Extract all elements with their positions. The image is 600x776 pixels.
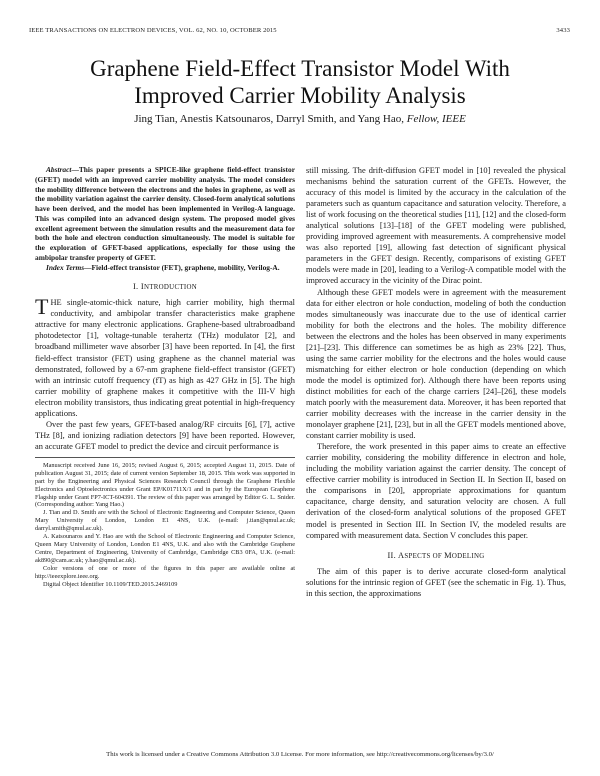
license-footer: This work is licensed under a Creative Commons Attribution 3.0 License. For more information, see http://creativecommons.org/licenses/by/3.0/	[106, 751, 494, 758]
author-fellow: Fellow, IEEE	[406, 113, 466, 125]
title-line-1: Graphene Field-Effect Transistor Model With	[90, 56, 510, 81]
right-paragraph-1: still missing. The drift-diffusion GFET model in [10] revealed the physical mechanisms behind the saturation current of the GFETs. However, the accuracy of this model is limited by the accuracy in the calculation of the parameters such as quantum capacitance and saturation velocity. Therefore, a list of work focusing on the theoretical studies [11], [12] and the closed-form analytical solutions [13]–[18] of the GFET modeling were published, providing improved agreement with measurements. A comprehensive model was also reported [19], allowing fast detection of significant physical parameters in the GFET design. Recently, comparisons of existing GFET models were made in [20], leading to a Verilog-A compatible model with the improved accuracy in the vicinity of the Dirac point.	[306, 166, 566, 286]
footnote-affiliation-1: J. Tian and D. Smith are with the School of Electronic Engineering and Computer Science, Queen Mary University of London, London E1 4NS, U.K. (e-mail: j.tian@qmul.ac.uk; darryl.smith@qmul.ac.uk).	[35, 509, 295, 533]
page-number: 3433	[556, 27, 570, 34]
author-list	[30, 113, 570, 125]
footnote-color: Color versions of one or more of the figures in this paper are available online at http://ieeexplore.ieee.org.	[35, 564, 295, 580]
intro-first-paragraph	[35, 294, 295, 419]
author-names: Jing Tian, Anestis Katsounaros, Darryl Smith, and Yang Hao,	[134, 113, 404, 125]
right-paragraph-4: The aim of this paper is to derive accurate closed-form analytical solutions for the intrinsic region of GFET (see the schematic in Fig. 1). Thus, in this section, the approximations	[306, 566, 566, 598]
section-heading-modeling: II. ASPECTS OF MODELING	[387, 550, 485, 560]
left-column	[35, 165, 295, 588]
right-column	[306, 165, 566, 599]
abstract-lead: Abstract	[46, 165, 72, 174]
footnote-affiliation-2: A. Katsounaros and Y. Hao are with the School of Electronic Engineering and Computer Science, Queen Mary University of London, London E1 4NS, U.K. and also with the Cambridge Graphene Centre, Department of Engineering, University of Cambridge, Cambridge CB3 0FA, U.K. (e-mail: ak890@cam.ac.uk; y.hao@qmul.ac.uk).	[35, 533, 295, 564]
right-paragraph-2: Although these GFET models were in agreement with the measurement data for either electron or hole conduction, modeling of both the conduction modes simultaneously was inaccurate due to the use of identical carrier mobility for both the electrons and the holes. The mobility difference between the electrons and the holes has been observed in many experiments [21]–[23]. This difference can sometimes be as high as 23% [22]. Thus, using the same carrier mobility for the electrons and the holes would cause mismatching for either electron or hole conduction (depending on which mode the model is optimized for). Although there have been reports using distinct mobilities for each of the charge carriers [24]–[26], these models match poorly with the measurement data. Moreover, it has been reported that carrier mobility decreases with the increase in the carrier density in the monolayer graphene [21], [23], but in all the GFET models mentioned above, constant carrier mobility is used.	[306, 287, 566, 441]
intro-paragraph-1: HE single-atomic-thick nature, high carrier mobility, high thermal conductivity, and ambipolar transfer characteristics make graphene attractive for many electronic applications. Graphene-based ultrabroadband photodetector [1], voltage-tunable terahertz (THz) modulator [2], and broadband millimeter wave absorber [3] have been reported. In [4], the first field-effect transistor (FET) using graphene as the channel material was demonstrated, followed by a 67-nm graphene field-effect transistor (GFET) with an intrinsic cutoff frequency (fT) as high as 427 GHz in [5]. The high carrier mobility of graphene makes it competitive with the III-V high electron mobility transistors, thus indicating great potential in high-frequency applications.	[35, 298, 295, 418]
intro-paragraph-2: Over the past few years, GFET-based analog/RF circuits [6], [7], active THz [8], and ionizing radiation detectors [9] have been reported. However, an accurate GFET model to predict the device and circuit performance is	[35, 419, 295, 451]
right-paragraph-3: Therefore, the work presented in this paper aims to create an effective carrier mobility, considering the mobility difference in electron and hole, including the mobility variation against the carrier density. The concept of effective carrier mobility is introduced in Section II. In Section II, based on the comparisons in [20], appropriate approximations for quantum capacitance, charge density, and saturation velocity are chosen. A full derivation of the closed-form analytical solutions of the proposed GFET model is presented in Section III. In Section IV, the modeled results are compared with measurement data. Section V concludes this paper.	[306, 442, 566, 540]
abstract-text: This paper presents a SPICE-like graphene field-effect transistor (GFET) model with an improved carrier mobility analysis. The model considers the mobility difference between the electrons and the holes in graphene, as well as the mobility variation against the carrier density. Closed-form analytical solutions have been derived, and the model has been implemented in Verilog-A language. This was compiled into an advanced design system. The proposed model gives excellent agreement between the simulation results and the measurement data for both the hole and electron conduction simultaneously. The model is suitable for the exploration of GFET-based applications, especially for those using the ambipolar transfer property of GFET.	[35, 165, 295, 262]
index-terms: Index Terms—Field-effect transistor (FET), graphene, mobility, Verilog-A.	[46, 262, 280, 272]
footnotes	[35, 457, 295, 589]
abstract: Abstract—This paper presents a SPICE-like graphene field-effect transistor (GFET) model with an improved carrier mobility analysis. The model considers the mobility difference between the electrons and the holes in graphene, as well as the mobility variation against the carrier density. Closed-form analytical solutions have been derived, and the model has been implemented in Verilog-A language. This was compiled into an advanced design system. The proposed model gives excellent agreement between the simulation results and the measurement data for both the hole and electron conduction simultaneously. The model is suitable for the exploration of GFET-based applications, especially for those using the ambipolar transfer property of GFET.	[35, 165, 295, 262]
footnote-doi: Digital Object Identifier 10.1109/TED.2015.2469109	[43, 580, 178, 588]
drop-cap: T	[35, 294, 49, 320]
index-terms-text: Field-effect transistor (FET), graphene, mobility, Verilog-A.	[91, 262, 280, 272]
index-terms-lead: Index Terms	[46, 262, 85, 272]
section-heading-introduction: I. INTRODUCTION	[132, 282, 198, 292]
running-header	[29, 27, 570, 39]
journal-name: IEEE TRANSACTIONS ON ELECTRON DEVICES, VOL. 62, NO. 10, OCTOBER 2015	[29, 27, 277, 34]
title-line-2: Improved Carrier Mobility Analysis	[134, 83, 466, 108]
paper-title	[30, 55, 570, 109]
footnote-manuscript: Manuscript received June 16, 2015; revised August 6, 2015; accepted August 11, 2015. Date of publication August 31, 2015; date of current version September 18, 2015. This work was supported in part by the Engineering and Physical Sciences Research Council through the Graphene Flexible Electronics and Optoelectronics under Grant EP/K01711X/1 and in part by the European Graphene Flagship under Grant FP7-ICT-604391. The review of this paper was arranged by Editor G. L. Snider. (Corresponding author: Yang Hao.)	[35, 461, 295, 509]
